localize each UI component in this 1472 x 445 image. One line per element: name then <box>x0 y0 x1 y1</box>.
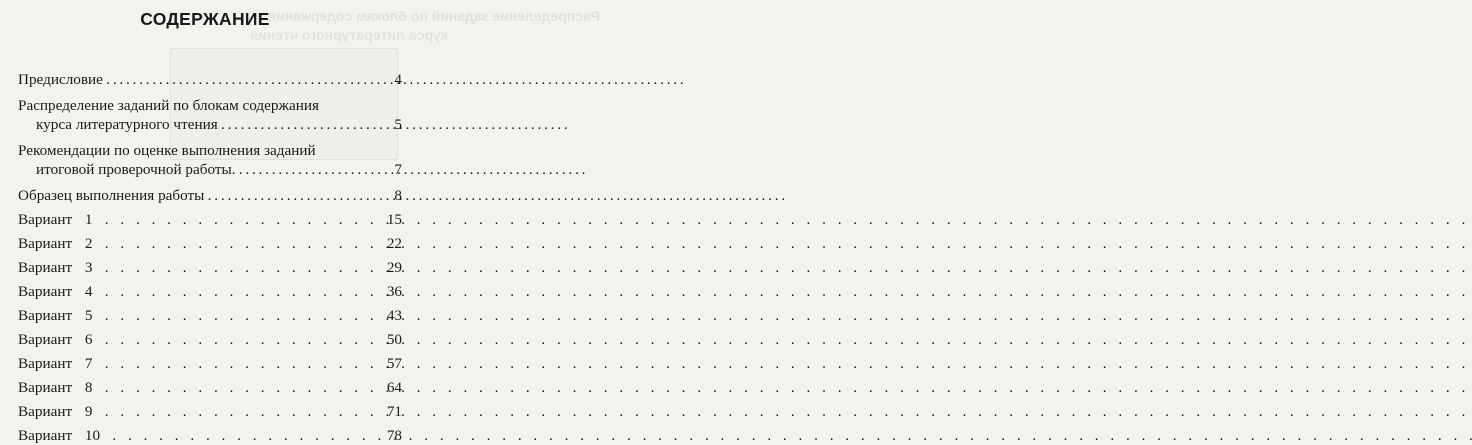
toc-entry-page: 43 <box>386 307 402 324</box>
toc-entry-page: 7 <box>394 161 402 178</box>
toc-entry-page: 64 <box>386 379 402 396</box>
toc-entry-label: Вариант 6 . . . <box>18 330 385 349</box>
toc-entry-label-line-2: итоговой проверочной работы. . . . <box>18 160 392 179</box>
toc-entry-variant-7[interactable] <box>18 354 402 373</box>
toc-entry-page: 71 <box>386 403 402 420</box>
toc-entry-page: 8 <box>394 187 402 204</box>
toc-entry-page: 15 <box>386 211 402 228</box>
toc-entry-variant-2[interactable] <box>18 234 402 253</box>
toc-entry-label-line-2: курса литературного чтения . . . <box>18 115 392 134</box>
toc-entry-label: Вариант 3 . . . <box>18 258 385 277</box>
toc-entry-label: Вариант 2 . . . <box>18 234 385 253</box>
toc-entry-page: 78 <box>386 427 402 444</box>
toc-entry-label: Вариант 4 . . . <box>18 282 385 301</box>
toc-entry-page: 50 <box>386 331 402 348</box>
toc-entry-task-distribution[interactable] <box>18 96 402 134</box>
toc-entry-label: Вариант 8 . . . <box>18 378 385 397</box>
toc-entry-label-line-1: Распределение заданий по блокам содержания <box>18 97 319 114</box>
toc-entry-variant-1[interactable] <box>18 210 402 229</box>
toc-entry-page: 5 <box>394 116 402 133</box>
toc-entry-variant-9[interactable] <box>18 402 402 421</box>
toc-entry-preface[interactable] <box>18 70 402 89</box>
toc-entry-label: Вариант 1 . . . <box>18 210 385 229</box>
toc-entry-page: 4 <box>394 71 402 88</box>
toc-entry-assessment-recommendations[interactable] <box>18 141 402 179</box>
toc-entry-label: Вариант 7 . . . <box>18 354 385 373</box>
toc-entry-page: 36 <box>386 283 402 300</box>
bleed-through-line-1: Распределение заданий по блокам содержания <box>268 8 601 24</box>
toc-entry-page: 29 <box>386 259 402 276</box>
toc-entry-page: 57 <box>386 355 402 372</box>
page-title: СОДЕРЖАНИЕ <box>140 9 270 29</box>
toc-entry-label: Вариант 5 . . . <box>18 306 385 325</box>
toc-entry-label: Предисловие . . . <box>18 70 392 89</box>
toc-entry-variant-4[interactable] <box>18 282 402 301</box>
toc-entry-variant-5[interactable] <box>18 306 402 325</box>
toc-entry-label: Вариант 10 . . . <box>18 426 385 445</box>
toc-entry-variant-3[interactable] <box>18 258 402 277</box>
bleed-through-line-2: курса литературного чтения <box>250 27 448 43</box>
toc-entry-page: 22 <box>386 235 402 252</box>
toc-entry-variant-10[interactable] <box>18 426 402 445</box>
toc-entry-sample-work[interactable] <box>18 186 402 205</box>
toc-entry-label: Вариант 9 . . . <box>18 402 385 421</box>
table-of-contents <box>18 70 402 445</box>
toc-entry-label-line-1: Рекомендации по оценке выполнения заданий <box>18 142 316 159</box>
toc-entry-variant-6[interactable] <box>18 330 402 349</box>
toc-entry-variant-8[interactable] <box>18 378 402 397</box>
toc-entry-label: Образец выполнения работы . . . <box>18 186 392 205</box>
